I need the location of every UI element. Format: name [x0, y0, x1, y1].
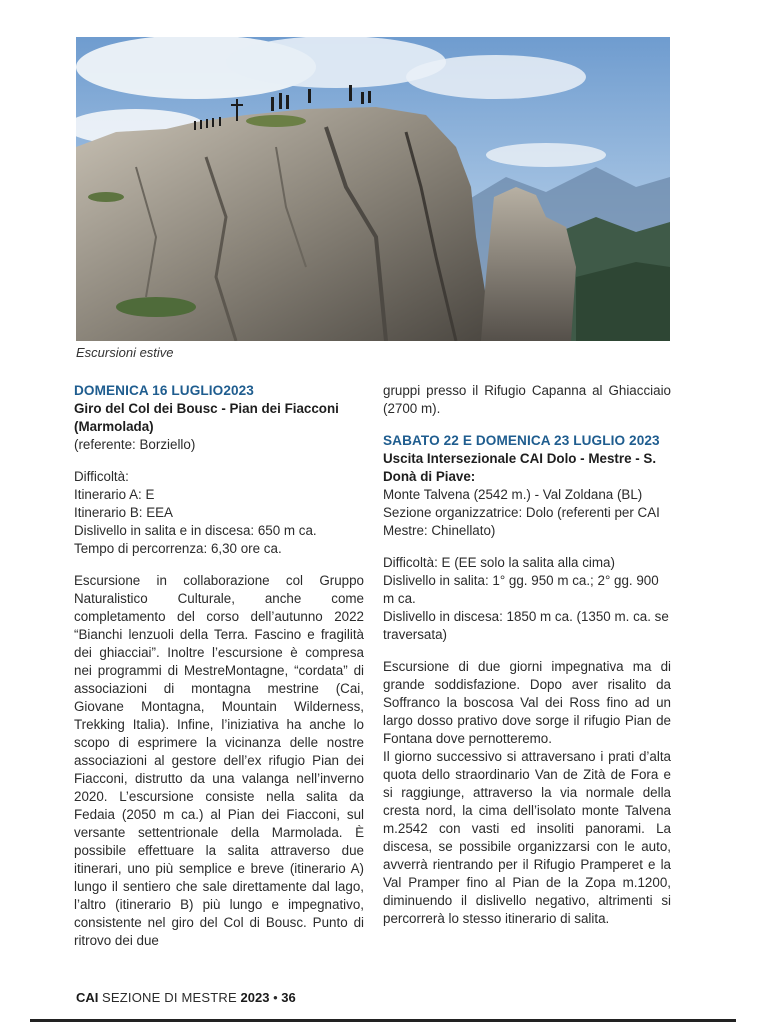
left-column [74, 382, 364, 950]
difficulty-label: Difficoltà: [74, 469, 129, 484]
elevation-gain: Dislivello in salita e in discesa: 650 m ca. [74, 523, 317, 538]
right-column [383, 382, 671, 928]
elevation-loss: Dislivello in discesa: 1850 m ca. (1350 m. ca. se traversata) [383, 609, 669, 642]
itinerary-a: Itinerario A: E [74, 487, 155, 502]
bottom-rule [30, 1019, 736, 1022]
event-title: Giro del Col dei Bousc - Pian dei Fiacconi (Marmolada) [74, 401, 339, 434]
event-title: Uscita Intersezionale CAI Dolo - Mestre - S. Donà di Piave: [383, 451, 657, 484]
event-description: Escursione di due giorni impegnativa ma di grande soddisfazione. Dopo aver risalito da Soffranco la boscosa Val dei Ross fino ad un largo dosso prativo dove sorge il rifugio Pian de Fontana dove pernotteremo. [383, 659, 671, 746]
page-footer [76, 990, 296, 1005]
organizing-section: Sezione organizzatrice: Dolo (referenti per CAI Mestre: Chinellato) [383, 505, 660, 538]
event-description: Escursione in collaborazione col Gruppo Naturalistico Culturale, anche come completamento del corso dell’autunno 2022 “Bianchi lenzuoli della Terra. Fascino e fragilità dei ghiacciai”. Inoltre l’escursione è compresa nei programmi di MestreMontagne, “cordata” di associazioni di montagna mestrine (Cai, Giovane Montagna, Mountain Wilderness, Trekking Italia). Infine, l’iniziativa ha anche lo scopo di esprimere la vicinanza delle nostre associazioni al gestore dell’ex rifugio Pian dei Fiacconi, distrutto da una valanga nell’inverno 2020. L’escursione consiste nella salita da Fedaia (2050 m ca.) al Pian dei Fiacconi, sul versante settentrionale della Marmolada. È possibile effettuare la salita attraverso due itinerari, uno più semplice e breve (itinerario A) lungo il sentiero che sale direttamente dal lago, l’altro (itinerario B) più lungo e impegnativo, consistente nel giro del Col di Bousc. Punto di ritrovo dei due [74, 573, 364, 948]
footer-section: SEZIONE DI MESTRE [102, 990, 237, 1005]
event-date: SABATO 22 E DOMENICA 23 LUGLIO 2023 [383, 433, 660, 448]
duration: Tempo di percorrenza: 6,30 ore ca. [74, 541, 282, 556]
description-continuation: gruppi presso il Rifugio Capanna al Ghiacciaio (2700 m). [383, 383, 671, 416]
elevation-gain: Dislivello in salita: 1° gg. 950 m ca.; 2° gg. 900 m ca. [383, 573, 659, 606]
mountain-photo [76, 37, 670, 341]
footer-separator: • [273, 990, 278, 1005]
difficulty: Difficoltà: E (EE solo la salita alla cima) [383, 555, 615, 570]
event-referente: (referente: Borziello) [74, 437, 196, 452]
event-description-continued: Il giorno successivo si attraversano i prati d’alta quota dello straordinario Van de Zità de Fora e si raggiunge, attraverso la via normale della cresta nord, la cima dell’isolato monte Talvena m.2542 con vasti ed insoliti panorami. La discesa, se possibile organizzarsi con le auto, avverrà rientrando per il Rifugio Pramperet e la Val Pramper fino al Pian de la Zopa m.1200, diminuendo il dislivello negativo, altrimenti si percorrerà lo stesso itinerario di salita. [383, 749, 671, 926]
event-location: Monte Talvena (2542 m.) - Val Zoldana (BL) [383, 487, 643, 502]
event-date: DOMENICA 16 LUGLIO2023 [74, 383, 254, 398]
page-number: 36 [281, 990, 296, 1005]
footer-year: 2023 [240, 990, 270, 1005]
itinerary-b: Itinerario B: EEA [74, 505, 173, 520]
photo-caption: Escursioni estive [76, 345, 174, 360]
footer-brand: CAI [76, 990, 99, 1005]
